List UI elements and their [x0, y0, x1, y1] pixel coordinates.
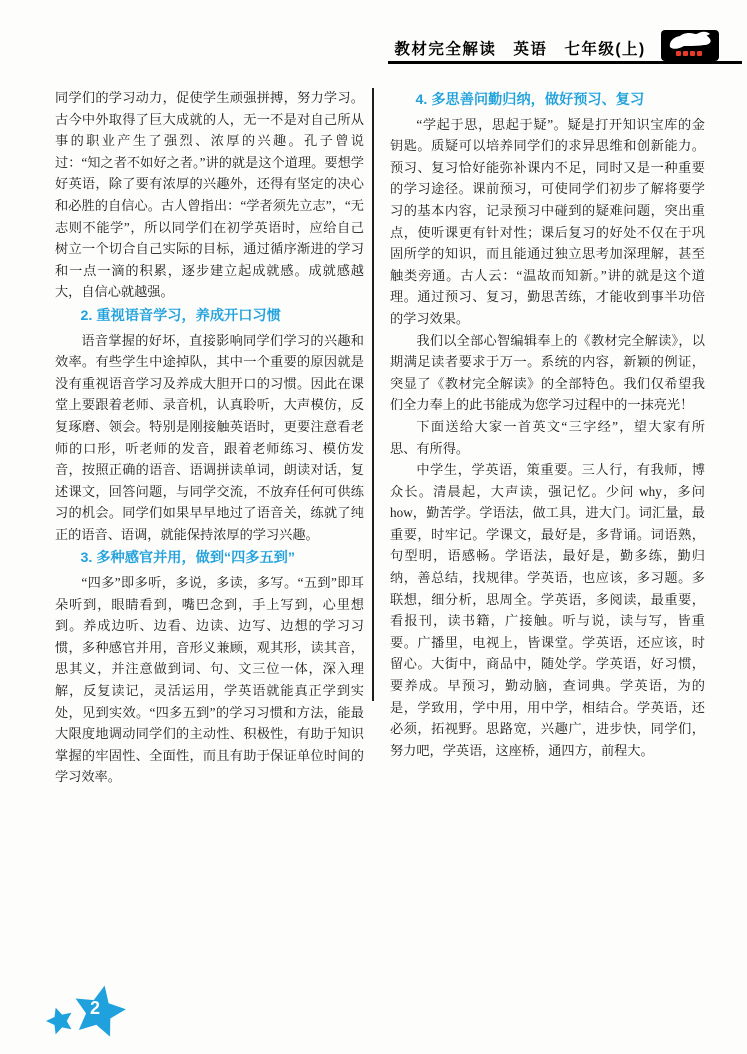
header-rule [388, 61, 742, 64]
left-column [55, 87, 364, 788]
publisher-logo-graphic [661, 30, 719, 61]
page-number-stars-graphic [38, 981, 152, 1053]
paragraph-pronunciation: 语音掌握的好坏，直接影响同学们学习的兴趣和效率。有些学生中途掉队，其中一个重要的原因就是没有重视语音学习及养成大胆开口的习惯。因此在课堂上要跟着老师、录音机，认真聆听，大声模仿，反复琢磨、领会。特别是刚接触英语时，更要注意看老师的口形，听老师的发音，跟着老师练习、模仿发音，按照正确的语音、语调拼读单词，朗读对话，复述课文，回答问题，与同学交流，不放弃任何可供练习的机会。同学们如果早早地过了语音关，练就了纯正的语音、语调，就能保持浓厚的学习兴趣。 [55, 332, 364, 542]
header-title: 教材完全解读 英语 七年级(上) [394, 41, 646, 58]
section-heading-3: 3. 多种感官并用，做到“四多五到” [80, 550, 295, 567]
section-heading-2: 2. 重视语音学习，养成开口习惯 [80, 307, 281, 324]
paragraph-three-char-poem: 中学生，学英语，策重要。三人行，有我师，博众长。清晨起，大声读，强记忆。少问 why，多问 how，勤苦学。学语法，做工具，进大门。词汇量，最重要，时牢记。学课文，最好是，多背诵。词语熟，句型明，语感畅。学语法，最好是，勤多练，勤归纳，善总结，找规律。学英语，也应该，多习题。多联想，细分析，思周全。学英语，多阅读，最重要，看报刊，读书籍，广接触。听与说，读与写，皆重要。广播里，电视上，皆课堂。学英语，还应该，时留心。大街中，商品中，随处学。学英语，好习惯，要养成。早预习，勤动脑，查词典。学英语，为的是，学致用，学中用，用中学，相结合。学英语，还必须，拓视野。思路宽，兴趣广，进步快，同学们，努力吧，学英语，这座桥，通四方，前程大。 [390, 462, 705, 758]
paragraph-poem-intro: 下面送给大家一首英文“三字经”，望大家有所思、有所得。 [390, 418, 705, 456]
paragraph-continuation: 同学们的学习动力，促使学生顽强拼搏，努力学习。古今中外取得了巨大成就的人，无一不是对自己所从事的职业产生了强烈、浓厚的兴趣。孔子曾说过：“知之者不如好之者。”讲的就是这个道理。要想学好英语，除了要有浓厚的兴趣外，还得有坚定的决心和必胜的自信心。古人曾指出：“学者须先立志”，“无志则不能学”，所以同学们在初学英语时，应给自己树立一个切合自己实际的目标，通过循序渐进的学习和一点一滴的积累，逐步建立起成就感。成就感越大，自信心就越强。 [55, 90, 364, 300]
paragraph-preview-review: “学起于思，思起于疑”。疑是打开知识宝库的金钥匙。质疑可以培养同学们的求异思维和创新能力。预习、复习恰好能弥补课内不足，同时又是一种重要的学习途径。课前预习，可使同学们初步了解将要学习的基本内容，记录预习中碰到的疑难问题，突出重点，使听课更有针对性；课后复习的好处不仅在于巩固所学的知识，而且能通过独立思考加深理解，甚至触类旁通。古人云：“温故而知新。”讲的就是这个道理。通过预习、复习，勤思苦练，才能收到事半功倍的学习效果。 [390, 116, 705, 326]
page-number: 2 [89, 998, 101, 1018]
paragraph-editor-note: 我们以全部心智编辑奉上的《教材完全解读》，以期满足读者要求于万一。系统的内容，新颖的例证，突显了《教材完全解读》的全部特色。我们仅希望我们全力奉上的此书能成为您学习过程中的一抹亮光！ [390, 332, 705, 413]
right-column [390, 87, 705, 761]
page-number-badge [38, 981, 152, 1053]
small-star-icon [43, 1004, 76, 1036]
paragraph-four-more: “四多”即多听，多说，多读，多写。“五到”即耳朵听到，眼睛看到，嘴巴念到，手上写到，心里想到。养成边听、边看、边读、边写、边想的学习习惯，多种感官并用，音形义兼顾，观其形，读其音，思其义，并注意做到词、句、文三位一体，深入理解，反复读记，灵活运用，学英语就能真正学到实处，见到实效。“四多五到”的学习习惯和方法，能最大限度地调动同学们的主动性、积极性，有助于知识掌握的牢固性、全面性，而且有助于保证单位时间的学习效率。 [55, 575, 364, 785]
section-heading-4: 4. 多思善问勤归纳，做好预习、复习 [415, 92, 645, 108]
column-divider [372, 88, 374, 701]
publisher-logo-icon [661, 30, 719, 61]
